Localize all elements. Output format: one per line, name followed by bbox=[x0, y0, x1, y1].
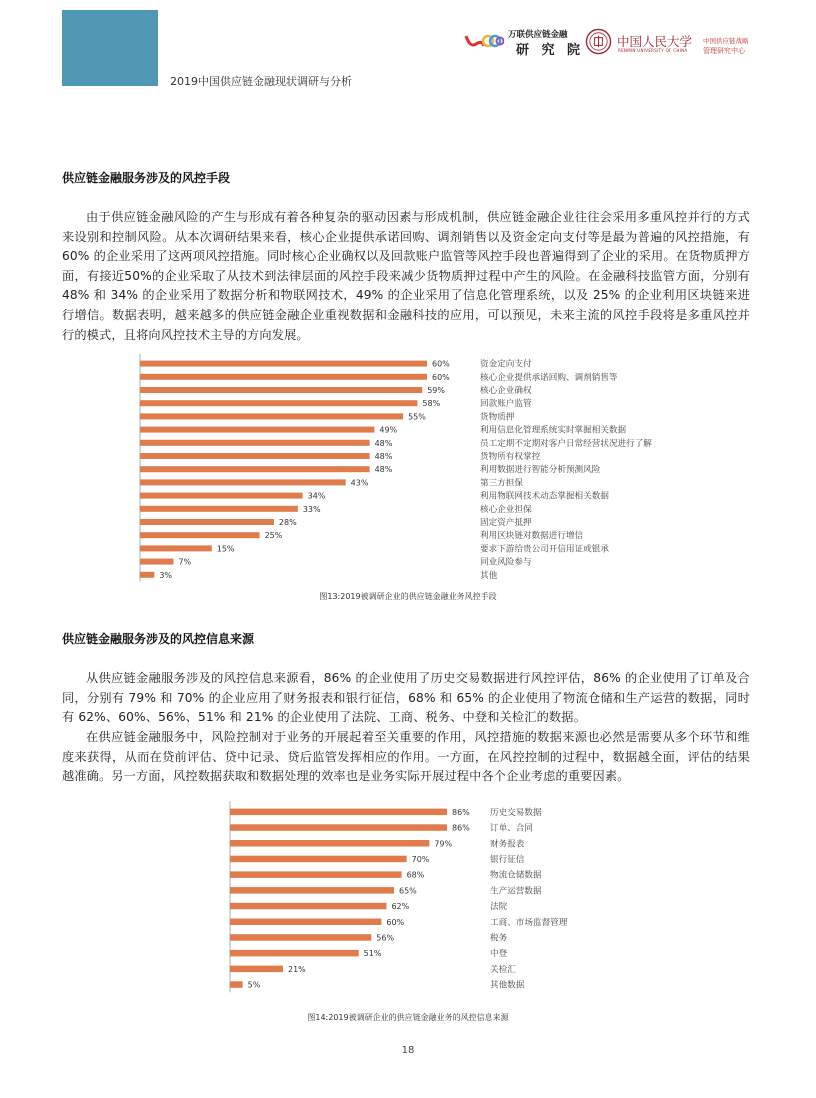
chart-data-label: 65% bbox=[399, 886, 417, 896]
chart-category-label: 第三方担保 bbox=[480, 478, 523, 489]
chart-bar bbox=[230, 981, 243, 988]
chart-data-label: 48% bbox=[374, 438, 393, 448]
chart-data-label: 34% bbox=[307, 491, 326, 501]
chart-bar bbox=[140, 532, 260, 538]
chart-category-label: 关检汇 bbox=[490, 964, 516, 975]
chart-category-label: 核心企业担保 bbox=[480, 504, 532, 515]
chart-bar bbox=[140, 400, 417, 406]
chart-data-label: 51% bbox=[363, 949, 382, 959]
chart-category-label: 其他 bbox=[480, 570, 498, 581]
chart-bar bbox=[230, 903, 386, 910]
chart-bar bbox=[140, 453, 370, 459]
chart1-caption: 图13:2019被调研企业的供应链金融业务风控手段 bbox=[319, 592, 497, 601]
corner-color-block bbox=[62, 10, 158, 86]
chart-data-label: 79% bbox=[434, 839, 453, 849]
chart-data-label: 60% bbox=[432, 372, 450, 382]
chart-bar bbox=[230, 966, 283, 973]
chart-category-label: 利用区块链对数据进行增信 bbox=[480, 531, 584, 542]
chart-category-label: 银行征信 bbox=[490, 854, 525, 865]
chart-data-label: 48% bbox=[374, 452, 393, 461]
chart-data-label: 43% bbox=[350, 478, 369, 488]
chart-category-label: 核心企业确权 bbox=[480, 386, 532, 396]
section2-paragraph2: 在供应链金融服务中，风险控制对于业务的开展起着至关重要的作用，风控措施的数据来源也必然是需要从多个环节和维度来获得，从而在贷前评估、贷中记录、贷后监管发挥相应的作用。一方面，在风控控制的过程中，数据越全面，评估的结果越准确。另一方面，风控数据获取和数据处理的效率也是业务实际开展过程中各个企业考虑的重要因素。 bbox=[62, 730, 750, 784]
chart-data-label: 59% bbox=[427, 386, 445, 395]
chart-bar bbox=[230, 934, 371, 941]
chart-data-label: 5% bbox=[247, 980, 261, 990]
chart-data-label: 7% bbox=[178, 557, 192, 567]
chart-data-label: 25% bbox=[264, 531, 283, 541]
chart-category-label: 资金定向支付 bbox=[480, 359, 532, 370]
wanlian-logo-line2: 研 究 院 bbox=[516, 43, 585, 58]
research-center-logo bbox=[703, 36, 763, 56]
chart-bar bbox=[230, 919, 381, 926]
chart-bar bbox=[230, 871, 402, 878]
chart-data-label: 21% bbox=[287, 964, 306, 974]
chart-bar bbox=[230, 950, 359, 957]
chart-bar bbox=[230, 840, 429, 847]
university-seal-icon bbox=[585, 28, 612, 55]
chart-data-label: 56% bbox=[376, 933, 395, 943]
chart-category-label: 要求下游给贵公司开信用证或银承 bbox=[480, 544, 609, 555]
renmin-university-logo bbox=[585, 28, 695, 58]
chart-data-label: 70% bbox=[411, 854, 430, 864]
section1-paragraph: 由于供应链金融风险的产生与形成有着各种复杂的驱动因素与形成机制，供应链金融企业往往会采用多重风控并行的方式来设别和控制风险。从本次调研结果来看，核心企业提供承诺回购、调剂销售以及资金定向支付等是最为普遍的风控措施，有 60% 的企业采用了这两项风控措施。同时核心企业确权以及回款账户监管等风控手段也普遍得到了企业的采用。在货物质押方面，有接近50%的企业采取了从技术到法律层面的风控手段来减少货物质押过程中产生的风险。在金融科技监管方面，分别有 48% 和 34% 的企业采用了数据分析和物联网技术，49% 的企业采用了信息化管理系统，以及 25% 的企业利用区块链来进行增信。数据表明，越来越多的供应链金融企业重视数据和金融科技的应用，可以预见，未来主流的风控手段将是多重风控并行的模式，且将向风控技术主导的方向发展。 bbox=[62, 210, 750, 342]
chart-data-label: 86% bbox=[452, 823, 470, 833]
chart2-caption: 图14:2019被调研企业的供应链金融业务的风控信息来源 bbox=[307, 1013, 509, 1022]
chart-data-label: 3% bbox=[159, 570, 173, 580]
chart-bar bbox=[140, 440, 370, 446]
chart-category-label: 工商、市场监督管理 bbox=[490, 917, 568, 928]
chart-category-label: 货物质押 bbox=[480, 412, 515, 423]
chart-bar bbox=[230, 809, 447, 816]
chart-data-label: 86% bbox=[452, 807, 470, 817]
chart-category-label: 核心企业提供承诺回购、调剂销售等 bbox=[480, 372, 618, 383]
wanlian-logo bbox=[464, 26, 585, 58]
chart-bar bbox=[140, 506, 298, 512]
chart-data-label: 49% bbox=[379, 425, 398, 435]
page-number: 18 bbox=[401, 1045, 415, 1056]
chart-category-label: 利用物联网技术动态掌握相关数据 bbox=[480, 491, 609, 502]
chart-data-label: 58% bbox=[422, 399, 441, 409]
chart-data-label: 62% bbox=[391, 902, 410, 912]
chart-bar bbox=[140, 387, 422, 393]
chart-data-label: 68% bbox=[406, 870, 425, 880]
chart-category-label: 物流仓储数据 bbox=[490, 870, 542, 881]
chart-risk-info-sources bbox=[220, 800, 620, 1000]
wanlian-logo-mark bbox=[464, 32, 504, 50]
chart-data-label: 28% bbox=[278, 518, 297, 527]
chart-bar bbox=[230, 856, 407, 863]
chart-category-label: 中登 bbox=[490, 949, 508, 960]
chart-bar bbox=[140, 545, 212, 551]
chart-data-label: 48% bbox=[374, 465, 393, 475]
renmin-logo-english: RENMIN UNIVERSITY OF CHINA bbox=[618, 48, 688, 53]
chart-category-label: 财务报表 bbox=[490, 839, 525, 850]
chart-risk-control-methods bbox=[130, 352, 690, 584]
chart-bar bbox=[140, 479, 346, 485]
chart-category-label: 其他数据 bbox=[490, 980, 525, 991]
chart-bar bbox=[140, 519, 274, 525]
chart-bar bbox=[140, 413, 403, 419]
chart-data-label: 33% bbox=[302, 504, 321, 514]
renmin-logo-name: 中国人民大学 bbox=[617, 34, 693, 49]
chart-category-label: 生产运营数据 bbox=[490, 886, 542, 897]
chart-data-label: 15% bbox=[216, 544, 235, 554]
wanlian-logo-line1: 万联供应链金融 bbox=[508, 30, 568, 40]
chart-data-label: 55% bbox=[408, 412, 426, 422]
chart-bar bbox=[140, 374, 427, 380]
chart-category-label: 历史交易数据 bbox=[490, 807, 542, 818]
chart-data-label: 60% bbox=[432, 359, 450, 369]
chart-bar bbox=[230, 887, 394, 894]
chart-category-label: 固定资产抵押 bbox=[480, 518, 532, 528]
chart-bar bbox=[230, 824, 447, 831]
research-center-line1: 中国供应链战略 bbox=[703, 37, 749, 45]
chart-bar bbox=[140, 493, 303, 499]
chart-category-label: 利用数据进行智能分析预测风险 bbox=[480, 465, 601, 476]
section2-paragraph1: 从供应链金融服务涉及的风控信息来源看，86% 的企业使用了历史交易数据进行风控评估，86% 的企业使用了订单及合同，分别有 79% 和 70% 的企业应用了财务报表和银行征信，68% 和 65% 的企业使用了物流仓储和生产运营的数据，同时有 62%、60%、56%、51% 和 21% 的企业使用了法院、工商、税务、中登和关检汇的数据。 bbox=[62, 671, 750, 725]
chart-bar bbox=[140, 361, 427, 367]
chart-bar bbox=[140, 427, 374, 433]
chart-category-label: 同业风险参与 bbox=[480, 557, 532, 568]
chart-bar bbox=[140, 466, 370, 472]
chart-category-label: 回款账户监管 bbox=[480, 399, 532, 410]
chart-category-label: 税务 bbox=[490, 933, 508, 944]
chart-bar bbox=[140, 572, 154, 578]
chart-category-label: 法院 bbox=[490, 902, 508, 913]
chart-bar bbox=[140, 559, 173, 565]
research-center-line2: 管理研究中心 bbox=[703, 47, 745, 55]
chart-category-label: 员工定期不定期对客户日常经营状况进行了解 bbox=[480, 438, 652, 449]
chart-category-label: 货物所有权掌控 bbox=[480, 452, 541, 462]
chart-category-label: 利用信息化管理系统实时掌握相关数据 bbox=[480, 425, 627, 436]
chart-data-label: 60% bbox=[386, 917, 405, 927]
chart-category-label: 订单、合同 bbox=[490, 823, 533, 834]
section1-heading: 供应链金融服务涉及的风控手段 bbox=[62, 171, 231, 185]
running-title: 2019中国供应链金融现状调研与分析 bbox=[170, 75, 352, 88]
section2-heading: 供应链金融服务涉及的风控信息来源 bbox=[62, 632, 255, 646]
